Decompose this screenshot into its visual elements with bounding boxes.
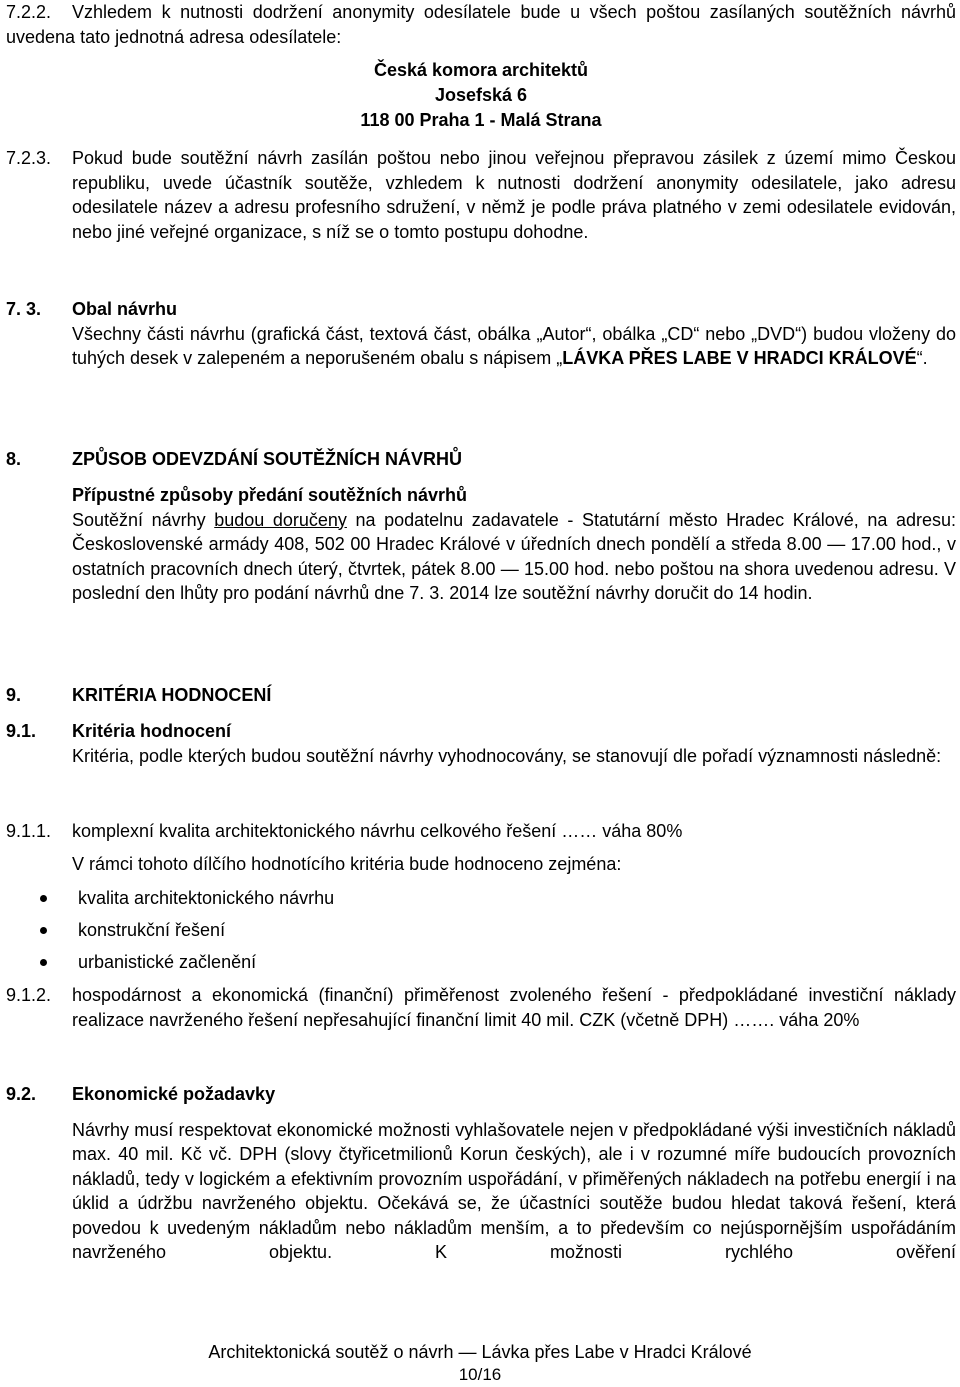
paragraph-text: Pokud bude soutěžní návrh zasílán poštou nebo jinou veřejnou přepravou zásilek z území mimo Českou republiku, uvede účastník soutěže, vzhledem k nutnosti dodržení anonymity odesilatele, jako adresu odesilatele název a adresu profesního sdružení, v němž je podle práva platného v zemi odesilatele evidován, nebo jiné veřejné organizace, s níž se o tomto postupu dohodne. <box>72 148 956 242</box>
list-item: urbanistické začlenění <box>6 950 956 982</box>
list-item: konstrukční řešení <box>6 918 956 950</box>
sender-street: Josefská 6 <box>434 85 528 105</box>
bullet-icon <box>40 895 47 902</box>
section-9-1-2 <box>6 983 956 1063</box>
section-subtitle: Přípustné způsoby předání soutěžních návrhů <box>72 485 468 505</box>
section-title: Obal návrhu <box>72 299 178 319</box>
section-number: 7. 3. <box>6 299 42 319</box>
section-title: ZPŮSOB ODEVZDÁNÍ SOUTĚŽNÍCH NÁVRHŮ <box>72 449 463 469</box>
section-7-3 <box>6 297 956 397</box>
list-item: kvalita architektonického návrhu <box>6 886 956 918</box>
bullet-icon <box>40 959 47 966</box>
inscription-text: LÁVKA PŘES LABE V HRADCI KRÁLOVÉ <box>562 348 917 368</box>
underlined-text: budou doručeny <box>214 509 347 530</box>
section-number: 7.2.2. <box>6 2 52 22</box>
paragraph-text: Soutěžní návrhy budou doručeny na podatelnu zadavatele - Statutární město Hradec Králové, na adresu: Československé armády 408, 502 00 Hradec Králové v úředních dnech pondělí a středa 8.00 — 17.00 hod., v ostatních pracovních dnech úterý, čtvrtek, pátek 8.00 — 15.00 hod. nebo poštou na shora uvedenou adresu. V poslední den lhůty pro podání návrhů dne 7. 3. 2014 lze soutěžní návrhy doručit do 14 hodin. <box>72 509 956 603</box>
section-7-2-3 <box>6 146 956 276</box>
section-number: 8. <box>6 449 22 469</box>
section-title: Kritéria hodnocení <box>72 721 232 741</box>
section-number: 9. <box>6 685 22 705</box>
section-number: 7.2.3. <box>6 148 52 168</box>
section-9-1 <box>6 719 956 794</box>
sender-city: 118 00 Praha 1 - Malá Strana <box>360 110 602 130</box>
section-number: 9.1.1. <box>6 821 52 841</box>
bullet-icon <box>40 927 47 934</box>
section-8 <box>6 447 956 637</box>
page-footer-title: Architektonická soutěž o návrh — Lávka přes Labe v Hradci Králové <box>208 1342 752 1362</box>
section-number: 9.1.2. <box>6 985 52 1005</box>
paragraph-text: Vzhledem k nutnosti dodržení anonymity odesílatele bude u všech poštou zasílaných soutěžních návrhů uvedena tato jednotná adresa odesílatele: <box>6 2 956 47</box>
section-9-1-1 <box>6 819 956 979</box>
paragraph-text: Návrhy musí respektovat ekonomické možnosti vyhlašovatele nejen v předpokládané výši investičních nákladů max. 40 mil. Kč vč. DPH (slovy čtyřicetmilionů Korun českých), ale i v rozumné míře budoucích provozních nákladů, tedy v logickém a efektivním provozním uspořádání, v přiměřených nákladech na potřebu energií i na úklid a údržbu navrženého objektu. Očekává se, že účastníci soutěže budou hledat taková řešení, která povedou k uvedeným nákladům nebo nákladům menším, a to především co nejúspornějším uspořádáním navrženého objektu. K možnosti rychlého ověření <box>72 1119 956 1262</box>
criterion-intro: V rámci tohoto dílčího hodnotícího kritéria bude hodnoceno zejména: <box>72 853 622 874</box>
section-9-2 <box>6 1082 956 1302</box>
section-title: KRITÉRIA HODNOCENÍ <box>72 685 272 705</box>
sender-name: Česká komora architektů <box>373 60 589 80</box>
section-number: 9.2. <box>6 1084 37 1104</box>
criteria-list <box>6 886 956 982</box>
criterion-text: komplexní kvalita architektonického návrhu celkového řešení …… váha 80% <box>72 821 683 841</box>
section-number: 9.1. <box>6 721 37 741</box>
paragraph-text: Kritéria, podle kterých budou soutěžní návrhy vyhodnocovány, se stanovují dle pořadí významnosti následně: <box>72 745 942 766</box>
section-7-2-2 <box>6 0 956 49</box>
page-number: 10/16 <box>458 1365 502 1384</box>
section-title: Ekonomické požadavky <box>72 1084 276 1104</box>
paragraph-text: Všechny části návrhu (grafická část, textová část, obálka „Autor“, obálka „CD“ nebo „DVD“) budou vloženy do tuhých desek v zalepeném a neporušeném obalu s nápisem „LÁVKA PŘES LABE V HRADCI KRÁLOVÉ“. <box>72 323 956 368</box>
criterion-text: hospodárnost a ekonomická (finanční) přiměřenost zvoleného řešení - předpokládané investiční náklady realizace navrženého řešení nepřesahující finanční limit 40 mil. CZK (včetně DPH) ……. váha 20% <box>72 985 956 1030</box>
